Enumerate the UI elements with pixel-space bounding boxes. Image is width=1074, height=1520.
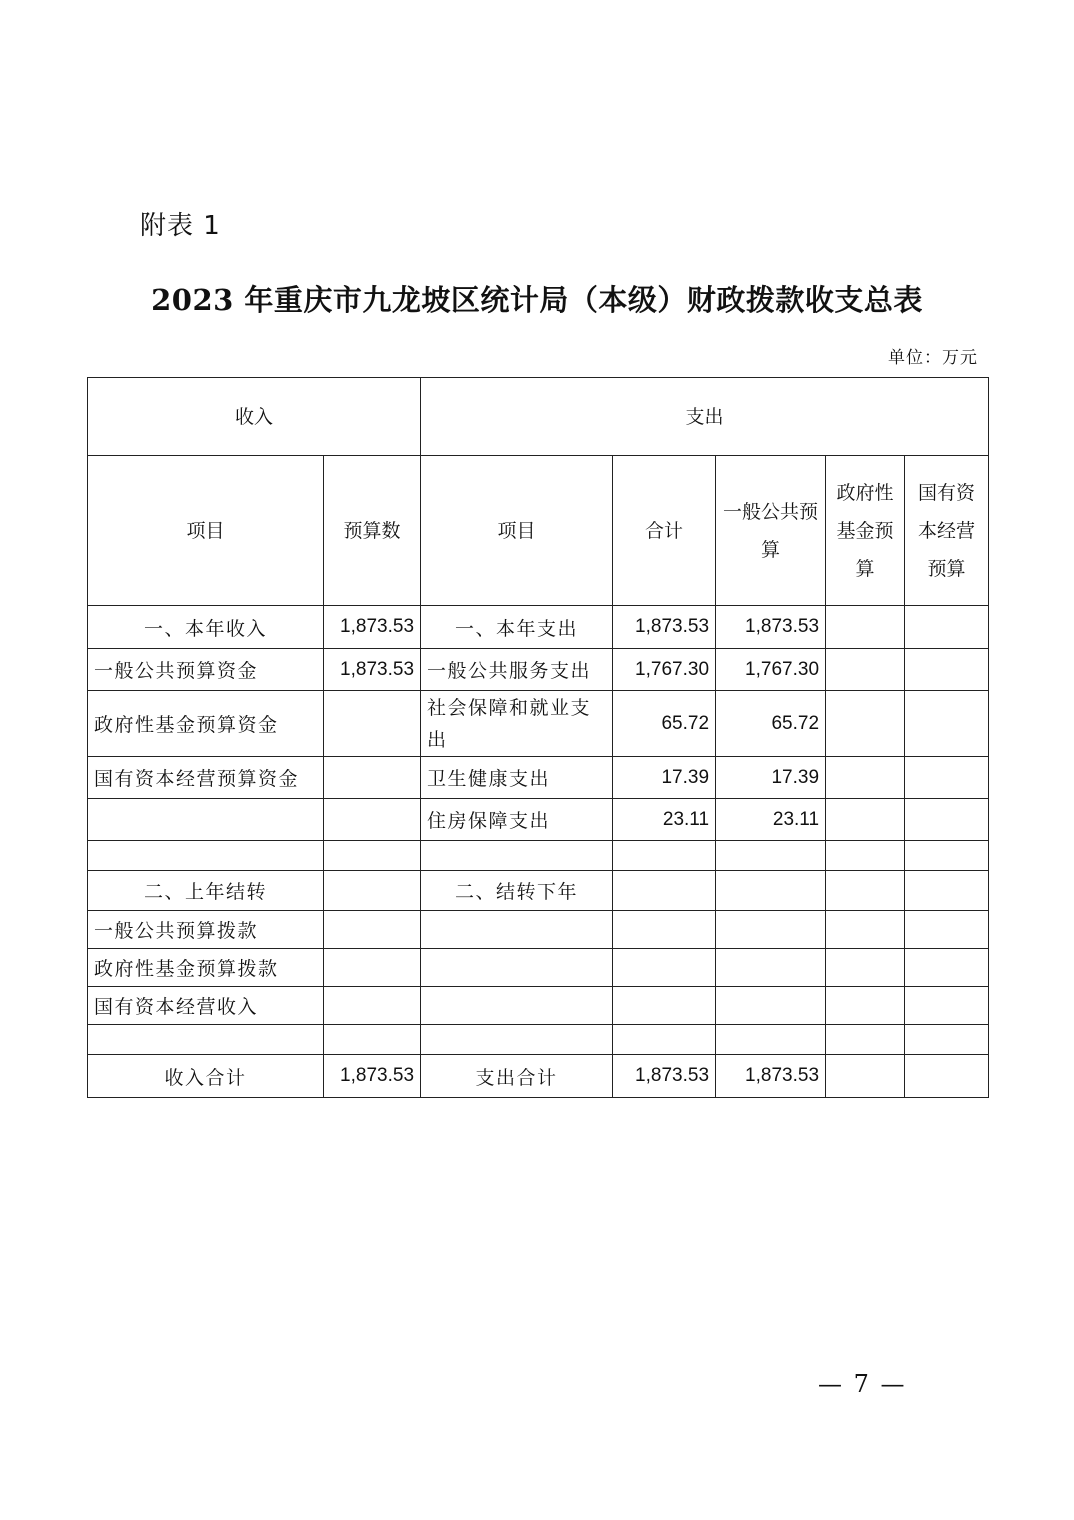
total-cell: 1,767.30 (613, 649, 716, 691)
gov-fund-cell (826, 691, 905, 757)
state-capital-cell (905, 841, 989, 871)
income-item-cell: 政府性基金预算拨款 (88, 949, 324, 987)
total-cell (613, 1025, 716, 1055)
page-number: — 7 — (818, 1370, 907, 1398)
income-item-cell: 二、上年结转 (88, 871, 324, 911)
unit-label: 单位：万元 (888, 348, 978, 368)
gov-fund-cell (826, 841, 905, 871)
gov-fund-cell (826, 949, 905, 987)
general-public-cell (716, 1025, 826, 1055)
budget-summary-table (87, 377, 989, 1098)
gov-fund-cell (826, 911, 905, 949)
expenditure-item-cell (421, 911, 613, 949)
income-item-cell: 一般公共预算拨款 (88, 911, 324, 949)
total-header: 合计 (613, 456, 716, 606)
page-title: 2023 年重庆市九龙坡区统计局（本级）财政拨款收支总表 (151, 283, 923, 317)
general-public-cell: 1,767.30 (716, 649, 826, 691)
expenditure-item-cell: 一般公共服务支出 (421, 649, 613, 691)
expenditure-item-cell: 住房保障支出 (421, 799, 613, 841)
income-header: 收入 (88, 378, 421, 456)
table-row (88, 987, 989, 1025)
income-item-cell: 一、本年收入 (88, 606, 324, 649)
expenditure-item-cell: 二、结转下年 (421, 871, 613, 911)
expenditure-item-header: 项目 (421, 456, 613, 606)
state-capital-cell (905, 757, 989, 799)
total-cell: 65.72 (613, 691, 716, 757)
income-item-cell (88, 799, 324, 841)
general-public-cell (716, 949, 826, 987)
income-item-cell: 一般公共预算资金 (88, 649, 324, 691)
state-capital-cell (905, 949, 989, 987)
gov-fund-cell (826, 606, 905, 649)
state-capital-budget-header: 国有资本经营预算 (905, 456, 989, 606)
income-amount-cell (324, 757, 421, 799)
table-row (88, 606, 989, 649)
general-public-cell (716, 987, 826, 1025)
state-capital-cell (905, 1025, 989, 1055)
income-amount-cell: 1,873.53 (324, 606, 421, 649)
gov-fund-cell (826, 987, 905, 1025)
state-capital-total-cell (905, 1055, 989, 1098)
total-cell (613, 949, 716, 987)
gov-fund-cell (826, 871, 905, 911)
expenditure-total-cell: 1,873.53 (613, 1055, 716, 1098)
state-capital-cell (905, 987, 989, 1025)
income-amount-cell (324, 987, 421, 1025)
general-public-cell (716, 871, 826, 911)
table-row (88, 757, 989, 799)
budget-amount-header: 预算数 (324, 456, 421, 606)
income-item-cell (88, 1025, 324, 1055)
income-amount-cell (324, 799, 421, 841)
totals-row (88, 1055, 989, 1098)
general-public-total-cell: 1,873.53 (716, 1055, 826, 1098)
table-row (88, 949, 989, 987)
expenditure-item-cell: 卫生健康支出 (421, 757, 613, 799)
table-row (88, 871, 989, 911)
gov-fund-cell (826, 799, 905, 841)
state-capital-cell (905, 911, 989, 949)
total-cell (613, 841, 716, 871)
general-public-cell: 23.11 (716, 799, 826, 841)
total-cell: 23.11 (613, 799, 716, 841)
expenditure-item-cell: 一、本年支出 (421, 606, 613, 649)
general-public-cell: 1,873.53 (716, 606, 826, 649)
income-item-cell: 政府性基金预算资金 (88, 691, 324, 757)
income-amount-cell: 1,873.53 (324, 649, 421, 691)
gov-fund-cell (826, 757, 905, 799)
annex-label: 附表 1 (140, 211, 221, 241)
state-capital-cell (905, 606, 989, 649)
total-cell (613, 871, 716, 911)
total-cell: 1,873.53 (613, 606, 716, 649)
income-item-cell (88, 841, 324, 871)
expenditure-header: 支出 (421, 378, 989, 456)
gov-fund-total-cell (826, 1055, 905, 1098)
general-public-cell (716, 841, 826, 871)
expenditure-total-label: 支出合计 (421, 1055, 613, 1098)
header-row-sub (88, 456, 989, 606)
table-row (88, 911, 989, 949)
table-row (88, 649, 989, 691)
table-row (88, 691, 989, 757)
expenditure-item-cell: 社会保障和就业支出 (421, 691, 613, 757)
income-item-cell: 国有资本经营预算资金 (88, 757, 324, 799)
table-row (88, 799, 989, 841)
income-total-label: 收入合计 (88, 1055, 324, 1098)
header-row-top (88, 378, 989, 456)
expenditure-item-cell (421, 987, 613, 1025)
total-cell (613, 987, 716, 1025)
income-item-header: 项目 (88, 456, 324, 606)
total-cell: 17.39 (613, 757, 716, 799)
general-public-cell: 17.39 (716, 757, 826, 799)
expenditure-item-cell (421, 949, 613, 987)
gov-fund-cell (826, 649, 905, 691)
income-total-amount: 1,873.53 (324, 1055, 421, 1098)
expenditure-item-cell (421, 1025, 613, 1055)
general-public-cell (716, 911, 826, 949)
general-public-budget-header: 一般公共预算 (716, 456, 826, 606)
income-item-cell: 国有资本经营收入 (88, 987, 324, 1025)
table-row (88, 841, 989, 871)
income-amount-cell (324, 911, 421, 949)
gov-fund-budget-header: 政府性基金预算 (826, 456, 905, 606)
income-amount-cell (324, 1025, 421, 1055)
income-amount-cell (324, 949, 421, 987)
state-capital-cell (905, 649, 989, 691)
gov-fund-cell (826, 1025, 905, 1055)
total-cell (613, 911, 716, 949)
general-public-cell: 65.72 (716, 691, 826, 757)
state-capital-cell (905, 799, 989, 841)
income-amount-cell (324, 691, 421, 757)
income-amount-cell (324, 871, 421, 911)
income-amount-cell (324, 841, 421, 871)
state-capital-cell (905, 871, 989, 911)
expenditure-item-cell (421, 841, 613, 871)
table-row (88, 1025, 989, 1055)
state-capital-cell (905, 691, 989, 757)
